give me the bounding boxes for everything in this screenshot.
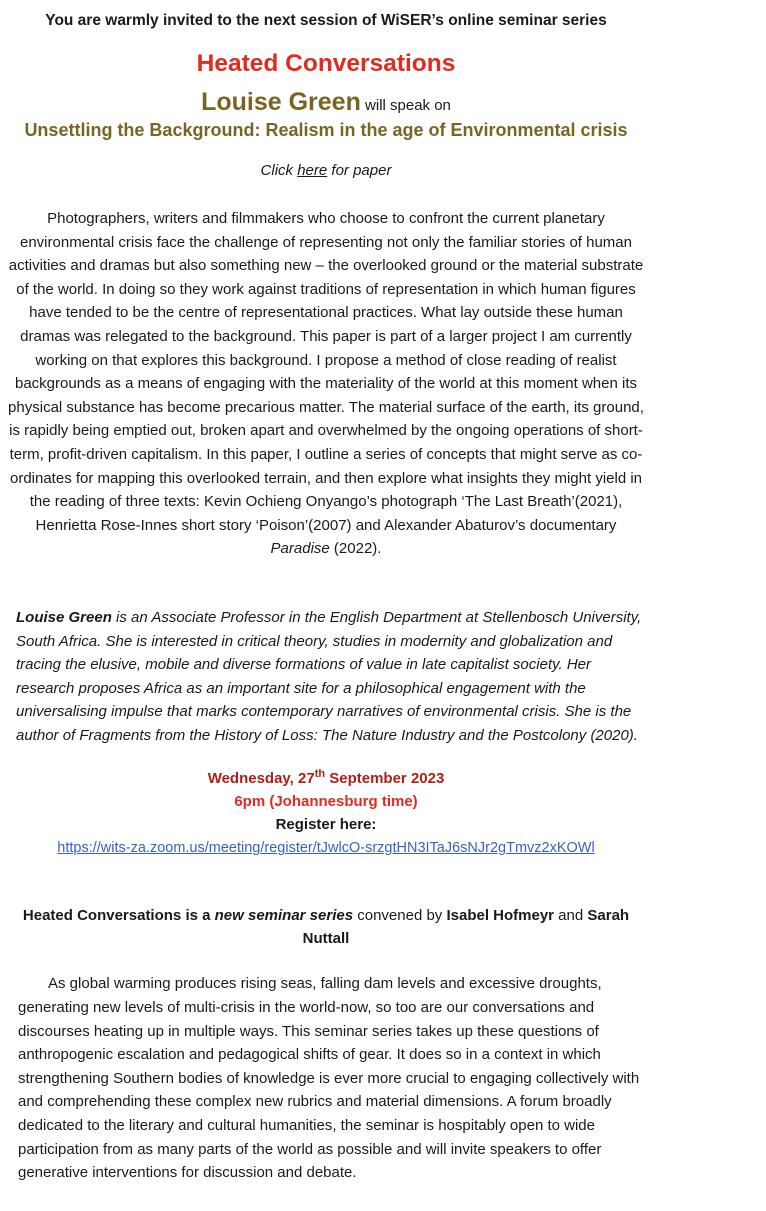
paper-link[interactable]: here — [297, 162, 328, 179]
speaker-name: Louise Green — [201, 88, 361, 116]
series-description-text: As global warming produces rising seas, falling dam levels and excessive droughts, generating new levels of multi-crisis in the world-now, so too are our conversations and discourses heating up in multiple ways. This seminar series takes up these questions of anthropogenic escalation and pedagogical shifts of gear. It does so in a context in which strengthening Southern bodies of knowledge is ever more crucial to engaging collectively with and comprehending these complex new rubrics and material dimensions. A forum broadly dedicated to the literary and cultural humanities, the seminar is hospitably open to wide participation from as many parts of the world as possible and will invite speakers to offer generative interventions for discussion and debate. — [18, 975, 640, 1182]
abstract-text: Photographers, writers and filmmakers who choose to confront the current planetary environmental crisis face the challenge of representing not only the familiar stories of human activities and dramas but also something new – the overlooked ground or the material substrate of the world. In doing so they work against traditions of representation in which human figures have tended to be the centre of representational practices. What lay outside these human dramas was relegated to the background. This paper is part of a larger project I am currently working on that explores this background. I propose a method of close reading of realist backgrounds as a means of engaging with the materiality of the world at this moment when its physical substance has become precarious matter. The material surface of the earth, its ground, is rapidly being emptied out, broken apart and overwhelmed by the ongoing operations of short-term, profit-driven capitalism. In this paper, I outline a series of concepts that might serve as co-ordinates for mapping this overlooked terrain, and then explore what insights they might yield in the reading of three texts: Kevin Ochieng Onyango’s photograph ‘The Last Breath’(2021), Henrietta Rose-Innes short story ‘Poison’(2007) and Alexander Abaturov’s documentary — [8, 210, 644, 534]
register-link-wrap — [0, 836, 652, 860]
will-speak-text: will speak on — [360, 97, 451, 114]
event-time: 6pm (Johannesburg time) — [234, 793, 418, 811]
event-date — [0, 767, 652, 790]
register-link[interactable]: https://wits-za.zoom.us/meeting/register/tJwlcO-srzgtHN3ITaJ6sNJr2gTmvz2xKOWl — [57, 840, 595, 857]
series-new: new seminar series — [214, 907, 354, 925]
series-info — [0, 904, 652, 950]
event-details — [0, 767, 652, 860]
bio-name: Louise Green — [16, 608, 112, 626]
click-prefix: Click — [260, 162, 298, 179]
convener-1: Isabel Hofmeyr — [446, 907, 555, 925]
register-label: Register here: — [275, 816, 377, 834]
abstract-end: (2022). — [329, 540, 382, 558]
series-and: and — [554, 907, 588, 925]
series-name: Heated Conversations — [22, 907, 182, 925]
date-month-year: September 2023 — [325, 770, 445, 788]
series-title: Heated Conversations — [196, 50, 456, 77]
paper-link-line — [0, 161, 652, 181]
abstract-paragraph — [0, 207, 652, 561]
speaker-bio — [0, 606, 652, 748]
date-suffix-sup: th — [314, 768, 326, 781]
talk-title: Unsettling the Background: Realism in the age of Environmental crisis — [24, 120, 628, 140]
date-prefix: Wednesday, 27 — [207, 770, 315, 788]
bio-text: is an Associate Professor in the English Department at Stellenbosch University, South Africa. She is interested in critical theory, studies in modernity and globalization and tracing the elusive, mobile and diverse formations of value in late capitalist society. Her research proposes Africa as an important site for a philosophical engagement with the universalising impulse that marks contemporary narratives of environmental crisis. She is the author of Fragments from the History of Loss: The Nature Industry and the Postcolony (2020). — [16, 608, 642, 744]
convener-2: Sarah Nuttall — [302, 907, 630, 948]
invitation-line: You are warmly invited to the next session of WiSER’s online seminar series — [45, 12, 607, 29]
abstract-film-title: Paradise — [270, 540, 330, 558]
series-convened: convened by — [353, 907, 447, 925]
speaker-line — [0, 86, 652, 122]
email-body — [0, 11, 652, 1185]
series-is-a: is a — [181, 907, 215, 925]
series-description — [0, 972, 652, 1184]
click-suffix: for paper — [327, 162, 392, 179]
